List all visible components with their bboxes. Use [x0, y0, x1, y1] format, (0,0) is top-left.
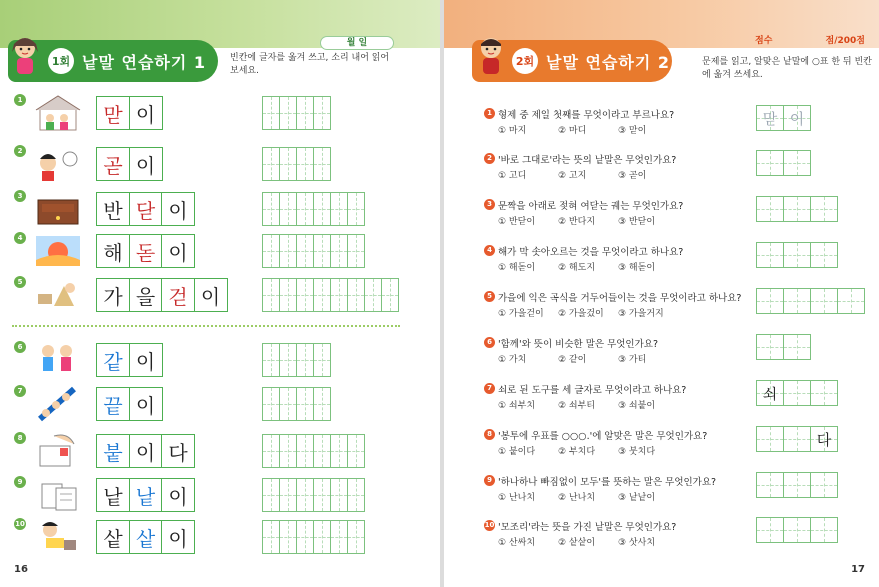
two-kids-walking-picture	[34, 341, 82, 379]
answer-option[interactable]: ② 반다지	[558, 217, 596, 227]
writing-cell[interactable]	[279, 192, 297, 226]
writing-grid	[262, 278, 398, 312]
answer-cell[interactable]	[756, 196, 784, 222]
date-field[interactable]: 월 일	[320, 36, 394, 50]
answer-cell[interactable]	[783, 242, 811, 268]
writing-cell[interactable]	[296, 234, 314, 268]
answer-cell[interactable]	[810, 517, 838, 543]
writing-cell[interactable]	[296, 387, 314, 421]
answer-option[interactable]: ② 난나치	[558, 493, 596, 503]
writing-cell[interactable]	[330, 434, 348, 468]
writing-cell[interactable]	[262, 343, 280, 377]
answer-option[interactable]: ③ 반닫이	[618, 217, 656, 227]
row-number: 7	[14, 385, 26, 397]
word-char: 붙	[96, 434, 130, 468]
answer-option[interactable]: ② 샅샅이	[558, 538, 596, 548]
answer-options	[498, 352, 678, 365]
answer-cell[interactable]	[810, 380, 838, 406]
word-char: 낱	[129, 478, 163, 512]
word-char: 걷	[161, 278, 195, 312]
answer-option[interactable]: ① 산싸치	[498, 538, 536, 548]
writing-cell[interactable]	[296, 520, 314, 554]
answer-cell[interactable]	[756, 380, 784, 406]
answer-option[interactable]: ② 부치다	[558, 447, 596, 457]
answer-options	[498, 535, 678, 548]
instruction-text: 빈칸에 글자를 옮겨 쓰고, 소리 내어 읽어 보세요.	[230, 53, 390, 76]
answer-cell[interactable]	[783, 517, 811, 543]
writing-cell[interactable]	[347, 434, 365, 468]
writing-cell[interactable]	[262, 520, 280, 554]
word-char: 맏	[96, 96, 130, 130]
writing-cell[interactable]	[347, 520, 365, 554]
row-number: 3	[14, 190, 26, 202]
answer-option[interactable]: ② 같이	[558, 355, 587, 365]
writing-cell[interactable]	[381, 278, 399, 312]
answer-option[interactable]: ① 해돋이	[498, 263, 536, 273]
writing-cell[interactable]	[313, 192, 331, 226]
writing-cell[interactable]	[313, 520, 331, 554]
writing-cell[interactable]	[347, 192, 365, 226]
writing-grid	[262, 234, 364, 268]
answer-option[interactable]: ② 마디	[558, 126, 587, 136]
writing-cell[interactable]	[262, 147, 280, 181]
answer-hint-char: 쇠	[762, 384, 778, 403]
answer-cell[interactable]	[810, 196, 838, 222]
writing-cell[interactable]	[330, 520, 348, 554]
writing-grid	[262, 147, 330, 181]
writing-cell[interactable]	[313, 478, 331, 512]
writing-cell[interactable]	[279, 343, 297, 377]
word-char: 을	[129, 278, 163, 312]
answer-options	[498, 123, 678, 136]
family-house-picture	[34, 94, 82, 132]
writing-grid	[262, 343, 330, 377]
writing-cell[interactable]	[296, 96, 314, 130]
answer-cell[interactable]	[756, 517, 784, 543]
writing-grid	[262, 478, 364, 512]
word-char: 가	[96, 278, 130, 312]
word-char: 끝	[96, 387, 130, 421]
writing-cell[interactable]	[313, 96, 331, 130]
writing-cell[interactable]	[296, 343, 314, 377]
answer-cell[interactable]	[783, 288, 811, 314]
crawling-kid-picture	[34, 518, 82, 556]
score-value: 점/200점	[825, 36, 865, 46]
wooden-chest-picture	[34, 190, 82, 228]
question-number: 3	[484, 199, 495, 210]
answer-cell[interactable]	[783, 426, 811, 452]
right-page	[444, 0, 879, 587]
question-number: 2	[484, 153, 495, 164]
answer-options	[498, 214, 678, 227]
word-char: 돋	[129, 234, 163, 268]
row-number: 2	[14, 145, 26, 157]
writing-cell[interactable]	[262, 387, 280, 421]
word-boxes	[96, 192, 194, 226]
writing-cell[interactable]	[296, 478, 314, 512]
question-number: 8	[484, 429, 495, 440]
answer-cell[interactable]	[783, 150, 811, 176]
answer-cell[interactable]	[783, 196, 811, 222]
writing-cell[interactable]	[364, 278, 382, 312]
answer-cell[interactable]	[810, 426, 838, 452]
answer-grid	[756, 242, 837, 268]
word-boxes	[96, 387, 161, 421]
writing-cell[interactable]	[330, 192, 348, 226]
score-label: 점수	[755, 36, 773, 46]
writing-cell[interactable]	[262, 234, 280, 268]
writing-cell[interactable]	[279, 387, 297, 421]
row-number: 6	[14, 341, 26, 353]
word-char: 곧	[96, 147, 130, 181]
answer-option[interactable]: ③ 삿사치	[618, 538, 656, 548]
row-number: 10	[15, 520, 25, 528]
word-boxes	[96, 147, 161, 181]
answer-option[interactable]: ③ 가티	[618, 355, 647, 365]
question-number: 7	[484, 383, 495, 394]
answer-cell[interactable]	[783, 105, 811, 131]
answer-options	[498, 260, 678, 273]
writing-cell[interactable]	[279, 278, 297, 312]
answer-option[interactable]: ① 가치	[498, 355, 527, 365]
answer-option[interactable]: ③ 낱낱이	[618, 493, 656, 503]
row-number: 1	[14, 94, 26, 106]
answer-grid	[756, 288, 864, 314]
page-number: 16	[14, 564, 28, 575]
answer-cell[interactable]	[756, 150, 784, 176]
word-char: 반	[96, 192, 130, 226]
answer-cell[interactable]	[756, 426, 784, 452]
answer-option[interactable]: ① 고디	[498, 171, 527, 181]
writing-cell[interactable]	[262, 434, 280, 468]
answer-option[interactable]: ③ 붓치다	[618, 447, 656, 457]
answer-hint-char: 맏	[762, 109, 778, 128]
writing-cell[interactable]	[262, 192, 280, 226]
question-text: '봉투에 우표를 ○○○.'에 알맞은 말은 무엇인가요?	[498, 431, 708, 442]
answer-cell[interactable]	[810, 242, 838, 268]
answer-options	[498, 444, 678, 457]
question-text: 문짝을 아래로 젖혀 여닫는 궤는 무엇인가요?	[498, 201, 684, 212]
answer-option[interactable]: ① 붙이다	[498, 447, 536, 457]
answer-cell[interactable]	[756, 242, 784, 268]
writing-cell[interactable]	[279, 234, 297, 268]
answer-option[interactable]: ① 가을걷이	[498, 309, 544, 319]
question-text: '바로 그대로'라는 뜻의 낱말은 무엇인가요?	[498, 155, 677, 166]
sunrise-picture	[34, 232, 82, 270]
answer-cell[interactable]	[756, 288, 784, 314]
answer-option[interactable]: ③ 곧이	[618, 171, 647, 181]
two-kids-talking-picture	[34, 145, 82, 183]
stamp-letter-picture	[34, 432, 82, 470]
harvest-picture	[34, 276, 82, 314]
word-boxes	[96, 278, 226, 312]
answer-cell[interactable]	[810, 472, 838, 498]
answer-cell[interactable]	[783, 472, 811, 498]
writing-cell[interactable]	[262, 278, 280, 312]
answer-options	[498, 398, 678, 411]
question-number: 5	[484, 291, 495, 302]
writing-cell[interactable]	[313, 147, 331, 181]
answer-options	[498, 306, 678, 319]
answer-cell[interactable]	[783, 380, 811, 406]
writing-cell[interactable]	[262, 478, 280, 512]
answer-option[interactable]: ② 쇠부티	[558, 401, 596, 411]
writing-grid	[262, 520, 364, 554]
question-text: 쇠로 된 도구를 세 글자로 무엇이라고 하나요?	[498, 385, 687, 396]
answer-cell[interactable]	[837, 288, 865, 314]
section-divider	[12, 325, 400, 327]
writing-cell[interactable]	[279, 520, 297, 554]
writing-cell[interactable]	[262, 96, 280, 130]
word-boxes	[96, 434, 194, 468]
writing-cell[interactable]	[296, 192, 314, 226]
answer-option[interactable]: ② 해도지	[558, 263, 596, 273]
answer-option[interactable]: ① 반닫이	[498, 217, 536, 227]
word-char: 같	[96, 343, 130, 377]
writing-cell[interactable]	[347, 278, 365, 312]
answer-cell[interactable]	[756, 334, 784, 360]
word-char: 이	[129, 387, 163, 421]
instruction-text: 문제를 읽고, 알맞은 낱말에 ○표 한 뒤 빈칸에 옮겨 쓰세요.	[702, 57, 872, 80]
answer-cell[interactable]	[756, 472, 784, 498]
cards-picture	[34, 476, 82, 514]
word-boxes	[96, 520, 194, 554]
word-char: 이	[161, 478, 195, 512]
word-char: 샅	[96, 520, 130, 554]
writing-grid	[262, 434, 364, 468]
question-text: '모조리'라는 뜻을 가진 낱말은 무엇인가요?	[498, 522, 677, 533]
answer-option[interactable]: ① 난나치	[498, 493, 536, 503]
answer-option[interactable]: ③ 가을거지	[618, 309, 664, 319]
answer-grid	[756, 426, 837, 452]
writing-cell[interactable]	[296, 147, 314, 181]
word-char: 이	[161, 520, 195, 554]
writing-grid	[262, 96, 330, 130]
page-number: 17	[851, 564, 865, 575]
boy-mascot-icon	[474, 34, 508, 78]
word-char: 이	[161, 192, 195, 226]
writing-cell[interactable]	[279, 147, 297, 181]
writing-cell[interactable]	[313, 387, 331, 421]
word-boxes	[96, 478, 194, 512]
writing-grid	[262, 192, 364, 226]
writing-cell[interactable]	[279, 434, 297, 468]
lesson-badge: 2회	[512, 48, 538, 74]
answer-option[interactable]: ② 가을겄이	[558, 309, 604, 319]
answer-option[interactable]: ② 고지	[558, 171, 587, 181]
writing-cell[interactable]	[330, 278, 348, 312]
row-number: 8	[14, 432, 26, 444]
page-title: 낱말 연습하기 2	[546, 52, 671, 72]
answer-grid	[756, 380, 837, 406]
writing-cell[interactable]	[296, 434, 314, 468]
word-char: 이	[194, 278, 228, 312]
answer-cell[interactable]	[756, 105, 784, 131]
answer-hint-char: 이	[789, 109, 805, 128]
question-number: 10	[484, 521, 495, 529]
answer-option[interactable]: ③ 쇠붙이	[618, 401, 656, 411]
question-text: 가을에 익은 곡식을 거두어들이는 것을 무엇이라고 하나요?	[498, 293, 742, 304]
writing-cell[interactable]	[313, 434, 331, 468]
row-number: 9	[14, 476, 26, 488]
kids-in-line-picture	[34, 385, 82, 423]
question-number: 4	[484, 245, 495, 256]
question-text: '하나하나 빠짐없이 모두'를 뜻하는 말은 무엇인가요?	[498, 477, 717, 488]
question-text: 해가 막 솟아오르는 것을 무엇이라고 하나요?	[498, 247, 684, 258]
word-char: 이	[129, 343, 163, 377]
row-number: 5	[14, 276, 26, 288]
answer-grid	[756, 472, 837, 498]
writing-cell[interactable]	[313, 278, 331, 312]
word-char: 이	[161, 234, 195, 268]
girl-mascot-icon	[8, 34, 42, 78]
word-char: 샅	[129, 520, 163, 554]
writing-cell[interactable]	[347, 478, 365, 512]
writing-cell[interactable]	[279, 96, 297, 130]
answer-hint-char: 다	[816, 430, 832, 449]
writing-cell[interactable]	[279, 478, 297, 512]
writing-cell[interactable]	[347, 234, 365, 268]
answer-options	[498, 490, 678, 503]
answer-grid	[756, 517, 837, 543]
question-number: 6	[484, 337, 495, 348]
answer-option[interactable]: ③ 맏이	[618, 126, 647, 136]
word-boxes	[96, 343, 161, 377]
question-number: 9	[484, 475, 495, 486]
question-text: '함께'와 뜻이 비슷한 말은 무엇인가요?	[498, 339, 658, 350]
question-text: 형제 중 제일 첫째를 무엇이라고 부르나요?	[498, 110, 675, 121]
writing-cell[interactable]	[330, 234, 348, 268]
score-field[interactable]	[755, 34, 865, 48]
word-char: 해	[96, 234, 130, 268]
answer-option[interactable]: ③ 해돋이	[618, 263, 656, 273]
answer-cell[interactable]	[810, 288, 838, 314]
answer-option[interactable]: ① 마지	[498, 126, 527, 136]
word-char: 낱	[96, 478, 130, 512]
answer-grid	[756, 105, 810, 131]
writing-cell[interactable]	[296, 278, 314, 312]
writing-grid	[262, 387, 330, 421]
answer-options	[498, 168, 678, 181]
word-boxes	[96, 96, 161, 130]
answer-option[interactable]: ① 쇠부치	[498, 401, 536, 411]
page-title: 낱말 연습하기 1	[82, 52, 207, 72]
question-number: 1	[484, 108, 495, 119]
writing-cell[interactable]	[330, 478, 348, 512]
writing-cell[interactable]	[313, 234, 331, 268]
word-char: 닫	[129, 192, 163, 226]
answer-grid	[756, 196, 837, 222]
answer-grid	[756, 150, 810, 176]
word-char: 이	[129, 96, 163, 130]
writing-cell[interactable]	[313, 343, 331, 377]
word-char: 이	[129, 434, 163, 468]
word-char: 이	[129, 147, 163, 181]
lesson-badge: 1회	[48, 48, 74, 74]
word-char: 다	[161, 434, 195, 468]
row-number: 4	[14, 232, 26, 244]
word-boxes	[96, 234, 194, 268]
answer-cell[interactable]	[783, 334, 811, 360]
answer-grid	[756, 334, 810, 360]
